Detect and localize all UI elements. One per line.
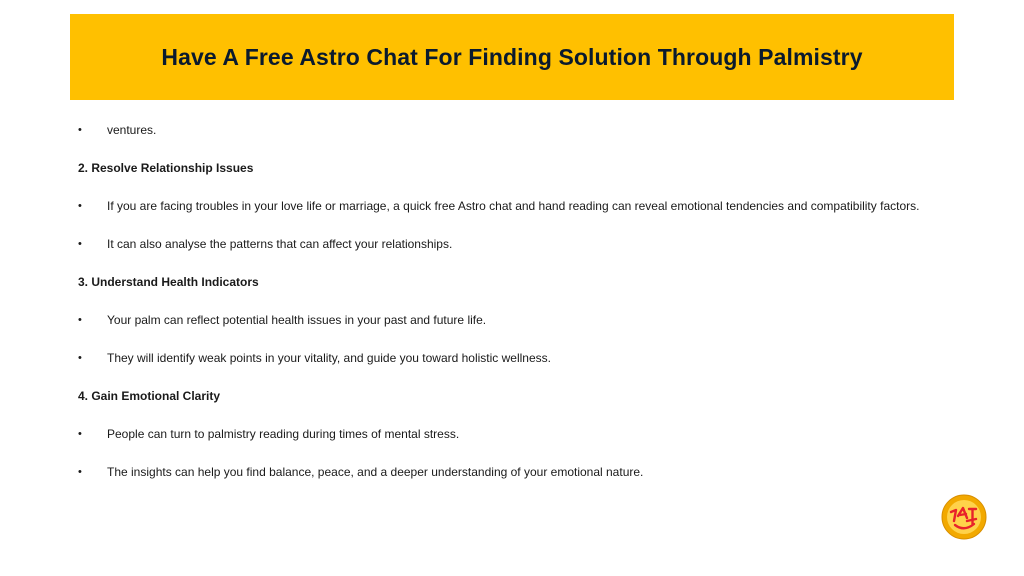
bullet-item	[78, 235, 938, 254]
bullet-text: ventures.	[107, 123, 157, 137]
bullet-dot: •	[78, 200, 82, 212]
slide-title: Have A Free Astro Chat For Finding Solution Through Palmistry	[161, 43, 863, 70]
title-bar	[70, 14, 954, 100]
bullet-text: Your palm can reflect potential health issues in your past and future life.	[107, 313, 487, 327]
bullet-text: The insights can help you find balance, peace, and a deeper understanding of your emotional nature.	[107, 465, 644, 479]
bullet-text: People can turn to palmistry reading during times of mental stress.	[107, 427, 460, 441]
bullet-dot: •	[78, 352, 82, 364]
section-heading: 4. Gain Emotional Clarity	[78, 389, 221, 403]
bullet-item	[78, 311, 938, 330]
bullet-item	[78, 463, 938, 482]
astro-brand-logo-icon	[941, 494, 987, 540]
bullet-dot: •	[78, 466, 82, 478]
bullet-dot: •	[78, 428, 82, 440]
bullet-item	[78, 425, 938, 444]
content-body	[78, 121, 938, 482]
bullet-item	[78, 349, 938, 368]
bullet-text: They will identify weak points in your vitality, and guide you toward holistic wellness.	[107, 351, 551, 365]
bullet-item	[78, 197, 938, 216]
bullet-item	[78, 121, 938, 140]
section-heading: 3. Understand Health Indicators	[78, 275, 259, 289]
bullet-dot: •	[78, 238, 82, 250]
bullet-text: It can also analyse the patterns that can affect your relationships.	[107, 237, 453, 251]
section-heading: 2. Resolve Relationship Issues	[78, 161, 254, 175]
bullet-text: If you are facing troubles in your love life or marriage, a quick free Astro chat and hand reading can reveal emotional tendencies and compatibility factors.	[107, 199, 920, 213]
bullet-dot: •	[78, 124, 82, 136]
bullet-dot: •	[78, 314, 82, 326]
